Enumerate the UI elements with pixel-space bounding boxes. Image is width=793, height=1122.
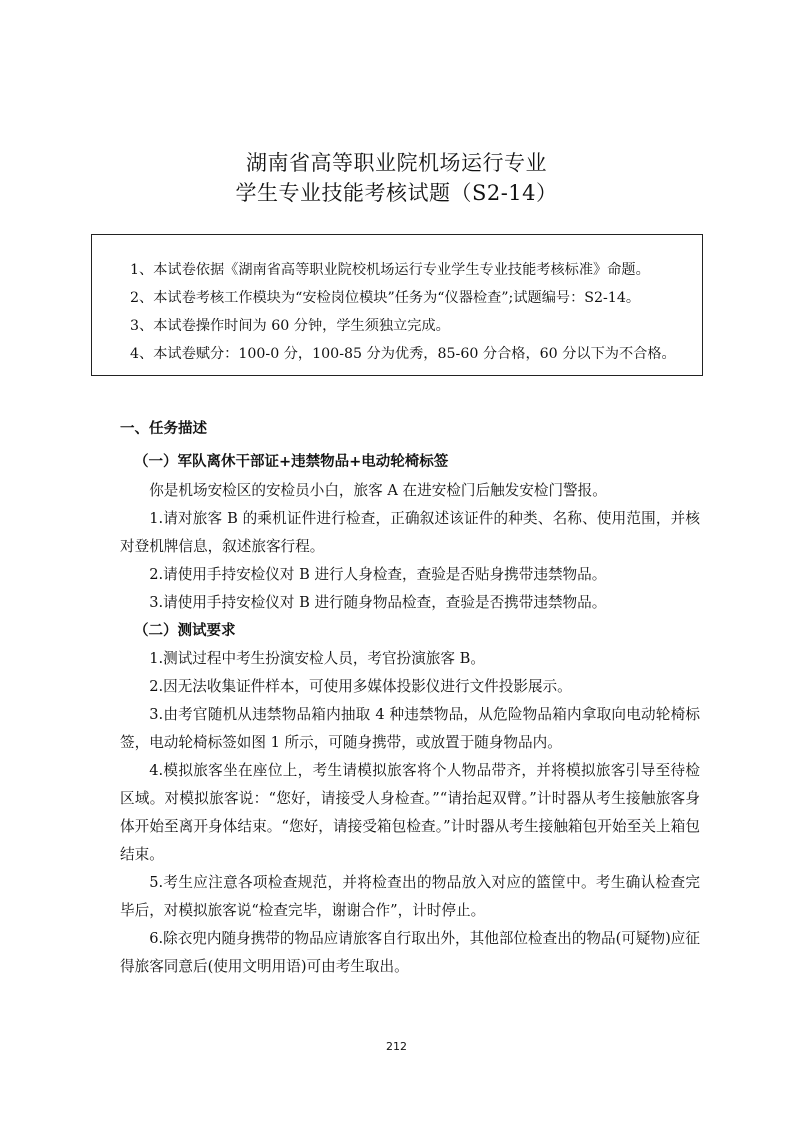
requirement-item-3: 3.由考官随机从违禁物品箱内抽取 4 种违禁物品，从危险物品箱内拿取向电动轮椅标签，电动轮椅标签如图 1 所示，可随身携带，或放置于随身物品内。 [120,706,700,751]
notice-item-module: 2、本试卷考核工作模块为“安检岗位模块”任务为“仪器检查”;试题编号：S2-14。 [130,290,641,306]
notice-item-scoring: 4、本试卷赋分：100-0 分，100-85 分为优秀，85-60 分合格，60 分以下为不合格。 [130,346,676,362]
section-heading-task-description: 一、任务描述 [120,421,207,437]
document-title-line1: 湖南省高等职业院机场运行专业 [246,151,547,175]
scenario-intro-paragraph: 你是机场安检区的安检员小白，旅客 A 在进安检门后触发安检门警报。 [149,482,607,499]
requirement-item-6: 6.除衣兜内随身携带的物品应请旅客自行取出外，其他部位检查出的物品(可疑物)应征得旅客同意后(使用文明用语)可由考生取出。 [120,930,700,975]
requirement-item-1: 1.测试过程中考生扮演安检人员，考官扮演旅客 B。 [149,650,485,667]
notice-item-duration: 3、本试卷操作时间为 60 分钟，学生须独立完成。 [130,318,450,334]
requirement-item-2: 2.因无法收集证件样本，可使用多媒体投影仪进行文件投影展示。 [149,678,572,695]
subsection-heading-test-requirements: （二）测试要求 [134,623,236,639]
document-title-line2: 学生专业技能考核试题（S2-14） [235,181,558,205]
exam-notice-box [91,234,703,376]
page-number: 212 [386,1040,407,1053]
requirement-item-4: 4.模拟旅客坐在座位上，考生请模拟旅客将个人物品带齐，并将模拟旅客引导至待检区域。对模拟旅客说：“您好，请接受人身检查。”“请抬起双臂。”计时器从考生接触旅客身体开始至离开身体结束。“您好，请接受箱包检查。”计时器从考生接触箱包开始至关上箱包结束。 [120,762,700,863]
requirement-item-5: 5.考生应注意各项检查规范，并将检查出的物品放入对应的篮筐中。考生确认检查完毕后，对模拟旅客说“检查完毕，谢谢合作”，计时停止。 [120,874,700,919]
subsection-heading-scenario: （一）军队离休干部证+违禁物品+电动轮椅标签 [134,454,449,470]
task-item-3: 3.请使用手持安检仪对 B 进行随身物品检查，查验是否携带违禁物品。 [149,594,607,611]
task-item-2: 2.请使用手持安检仪对 B 进行人身检查，查验是否贴身携带违禁物品。 [149,566,607,583]
notice-item-basis: 1、本试卷依据《湖南省高等职业院校机场运行专业学生专业技能考核标准》命题。 [130,262,650,278]
task-item-1: 1.请对旅客 B 的乘机证件进行检查，正确叙述该证件的种类、名称、使用范围，并核对登机牌信息，叙述旅客行程。 [120,510,700,555]
